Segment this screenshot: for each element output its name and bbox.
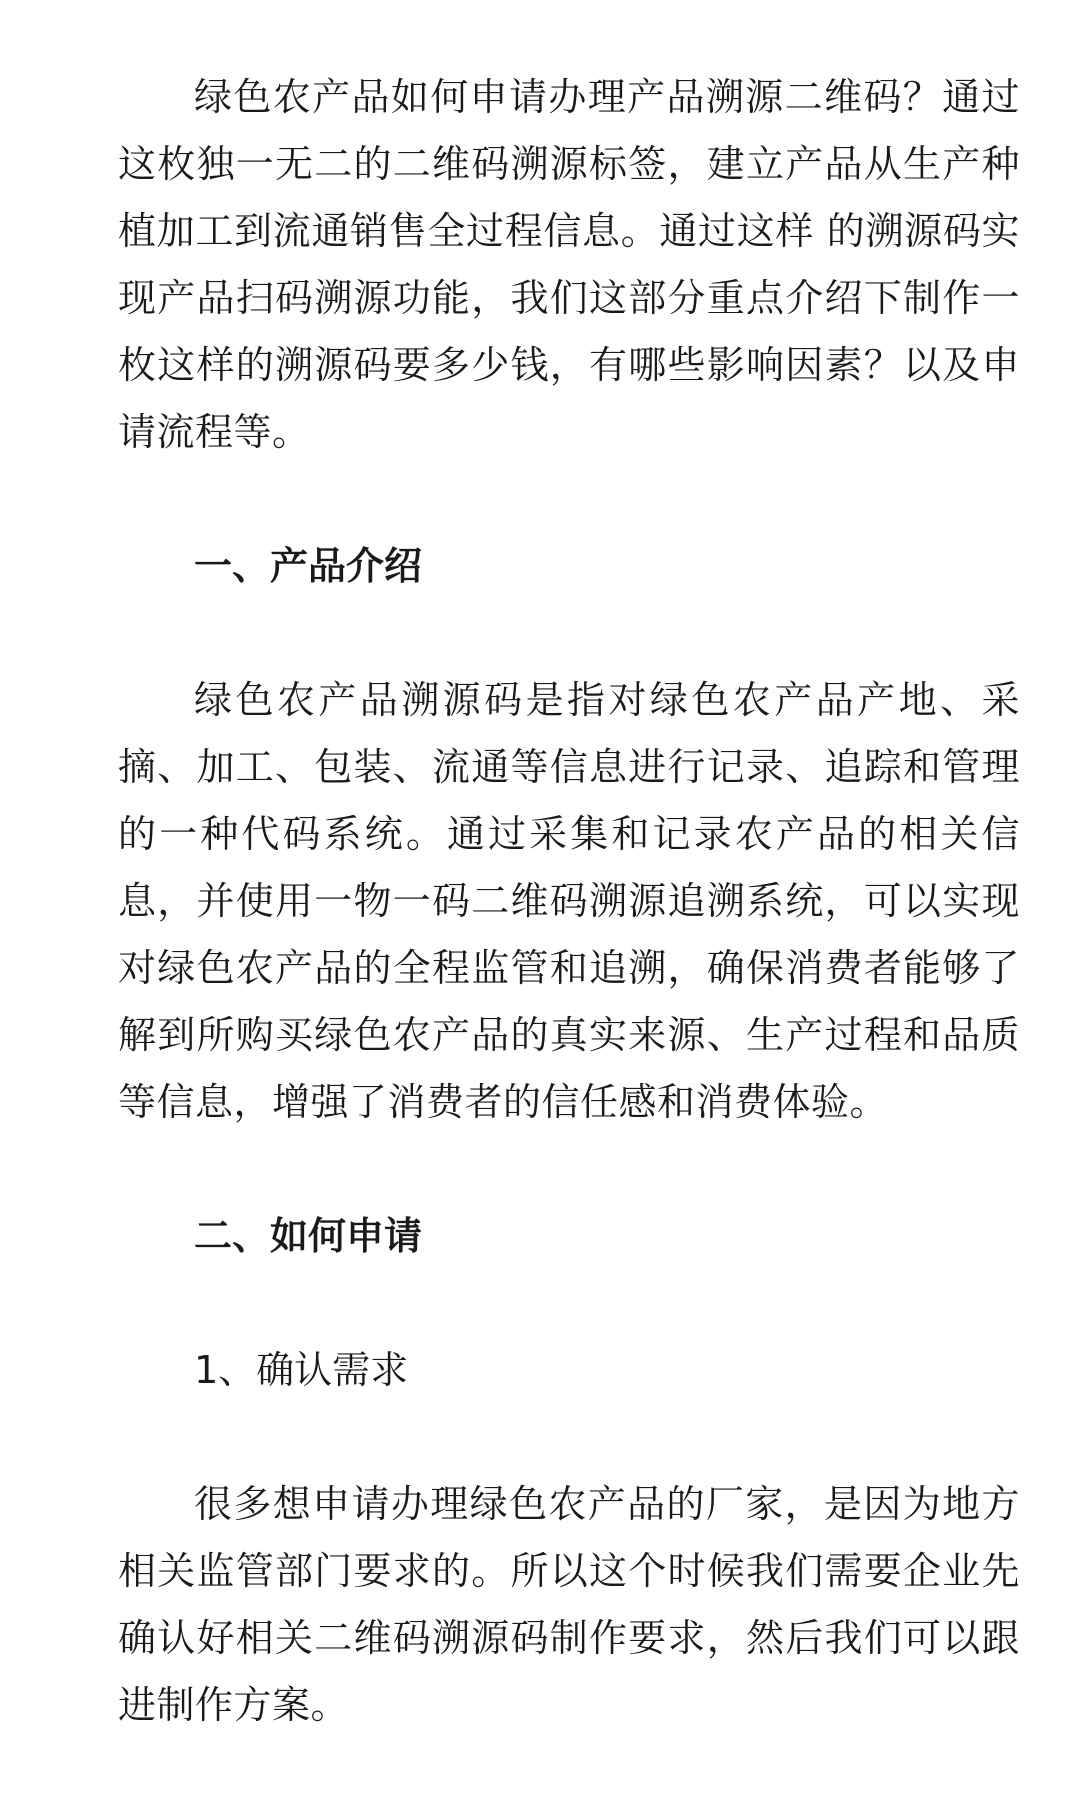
step-title-confirm-needs: 1、确认需求 [194,1348,409,1392]
section-title-product-intro: 一、产品介绍 [194,544,423,588]
intro-paragraph: 绿色农产品如何申请办理产品溯源二维码？通过这枚独一无二的二维码溯源标签，建立产品从生产种植加工到流通销售全过程信息。通过这样 的溯源码实现产品扫码溯源功能，我们这部分重点介绍下制作一枚这样的溯源码要多少钱，有哪些影响因素？以及申请流程等。 [118,75,1020,454]
confirm-needs-paragraph: 很多想申请办理绿色农产品的厂家，是因为地方相关监管部门要求的。所以这个时候我们需要企业先确认好相关二维码溯源码制作要求，然后我们可以跟进制作方案。 [118,1482,1020,1727]
product-intro-paragraph: 绿色农产品溯源码是指对绿色农产品产地、采摘、加工、包装、流通等信息进行记录、追踪和管理的一种代码系统。通过采集和记录农产品的相关信息，并使用一物一码二维码溯源追溯系统，可以实现对绿色农产品的全程监管和追溯，确保消费者能够了解到所购买绿色农产品的真实来源、生产过程和品质等信息，增强了消费者的信任感和消费体验。 [118,678,1020,1124]
article-body [118,64,1020,1739]
section-title-how-to-apply: 二、如何申请 [194,1214,423,1258]
